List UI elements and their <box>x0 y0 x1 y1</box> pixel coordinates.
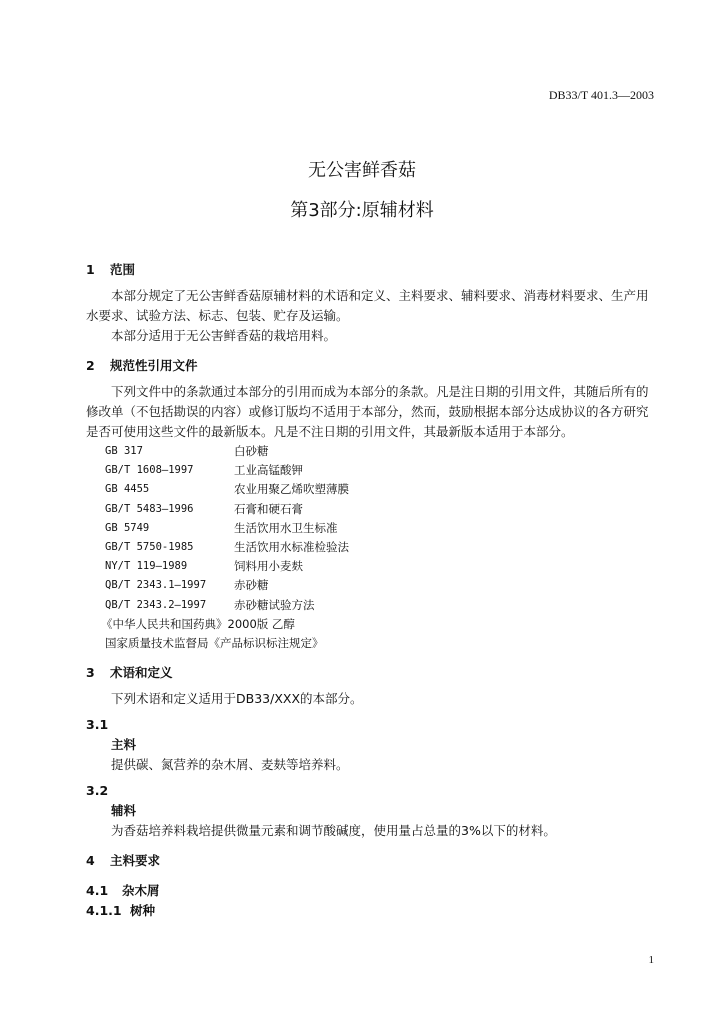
paragraph: 本部分适用于无公害鲜香菇的栽培用料。 <box>111 328 337 343</box>
section-title: 规范性引用文件 <box>110 358 198 373</box>
reference-code: GB 4455 <box>105 483 150 496</box>
reference-code: GB 5749 <box>105 521 150 534</box>
term-definition: 为香菇培养料栽培提供微量元素和调节酸碱度，使用量占总量的3%以下的材料。 <box>111 823 556 839</box>
reference-title: 农业用聚乙烯吹塑薄膜 <box>234 482 349 497</box>
section-number: 3 <box>86 665 95 681</box>
subclause-number: 4.1 <box>86 883 109 899</box>
section-number: 1 <box>86 262 95 277</box>
reference-item <box>105 480 658 499</box>
reference-item <box>105 576 658 595</box>
section-4-heading <box>86 851 658 871</box>
clause-number: 3.2 <box>86 783 109 799</box>
section-title: 主料要求 <box>110 853 161 869</box>
reference-title: 饲料用小麦麸 <box>234 559 303 574</box>
section-number: 4 <box>86 853 95 869</box>
reference-code: GB/T 5750-1985 <box>105 541 194 554</box>
reference-item <box>105 538 658 557</box>
reference-item <box>105 557 658 576</box>
subclause-number: 4.1.1 <box>86 903 122 919</box>
term: 主料 <box>111 737 137 753</box>
subclause-heading <box>86 901 658 921</box>
reference-item <box>105 519 658 538</box>
section-number: 2 <box>86 358 95 373</box>
reference-code: GB 317 <box>105 445 143 457</box>
reference-item <box>105 442 658 461</box>
reference-title: 工业高锰酸钾 <box>234 463 303 478</box>
section-3-heading <box>86 663 658 683</box>
subclause-title: 杂木屑 <box>122 883 160 899</box>
reference-title: 赤砂糖试验方法 <box>234 597 315 612</box>
reference-item <box>105 596 658 615</box>
reference-list <box>101 442 658 653</box>
reference-item <box>105 461 658 480</box>
reference-item <box>105 500 658 519</box>
section-title: 范围 <box>110 262 136 277</box>
reference-labeling-rule: 国家质量技术监督局《产品标识标注规定》 <box>105 636 324 651</box>
subclause-title: 树种 <box>130 903 156 919</box>
term: 辅料 <box>111 803 137 819</box>
reference-title: 石膏和硬石膏 <box>234 501 303 516</box>
reference-title: 生活饮用水卫生标准 <box>234 520 338 535</box>
document-subtitle: 第3部分:原辅材料 <box>290 200 434 221</box>
paragraph: 下列文件中的条款通过本部分的引用而成为本部分的条款。凡是注日期的引用文件，其随后所有的修改单（不包括勘误的内容）或修订版均不适用于本部分，然而，鼓励根据本部分达成协议的各方研究是否可使用这些文件的最新版本。凡是不注日期的引用文件，其最新版本适用于本部分。 <box>86 384 649 439</box>
paragraph: 下列术语和定义适用于DB33/XXX的本部分。 <box>111 691 363 707</box>
reference-title: 赤砂糖 <box>234 578 269 593</box>
term-definition: 提供碳、氮营养的杂木屑、麦麸等培养料。 <box>111 757 349 773</box>
subclause-heading <box>86 881 658 901</box>
reference-code: QB/T 2343.2—1997 <box>105 598 207 611</box>
section-2-heading <box>86 356 658 376</box>
paragraph: 本部分规定了无公害鲜香菇原辅材料的术语和定义、主料要求、辅料要求、消毒材料要求、生产用水要求、试验方法、标志、包装、贮存及运输。 <box>86 288 649 323</box>
document-title: 无公害鲜香菇 <box>308 160 416 181</box>
reference-code: QB/T 2343.1—1997 <box>105 579 207 592</box>
section-title: 术语和定义 <box>110 665 173 681</box>
reference-code: GB/T 5483—1996 <box>105 502 194 515</box>
clause-number: 3.1 <box>86 717 109 733</box>
reference-pharmacopoeia: 《中华人民共和国药典》2000版 乙醇 <box>101 616 295 631</box>
section-1-heading <box>86 260 658 280</box>
reference-title: 生活饮用水标准检验法 <box>234 540 349 555</box>
page-number: 1 <box>648 954 654 966</box>
document-code: DB33/T 401.3—2003 <box>548 88 654 102</box>
document-body <box>86 260 658 921</box>
reference-code: GB/T 1608—1997 <box>105 464 194 477</box>
reference-code: NY/T 119—1989 <box>105 560 188 573</box>
reference-title: 白砂糖 <box>234 444 269 458</box>
